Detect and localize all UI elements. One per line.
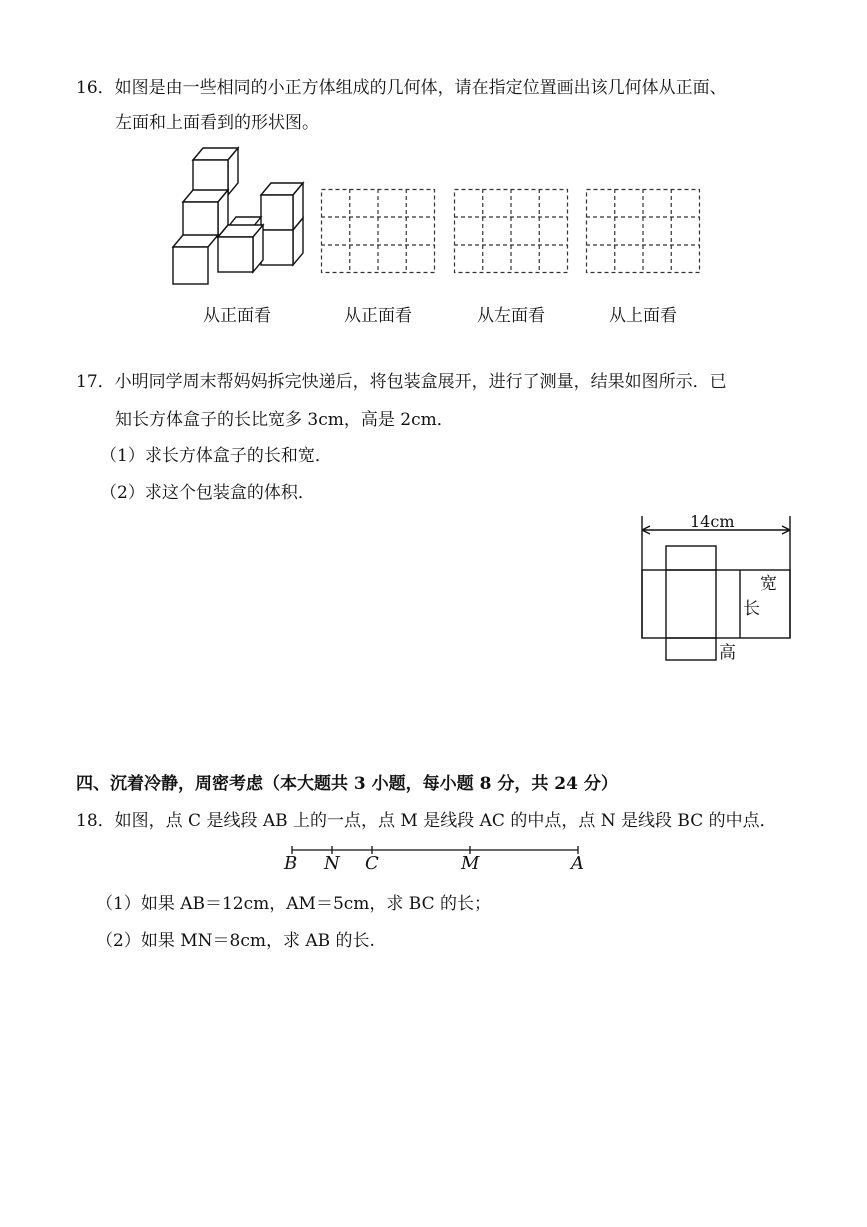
section-4-title: 四、沉着冷静，周密考虑（本大题共 3 小题，每小题 8 分，共 24 分） <box>76 774 618 794</box>
point-label-b: B <box>284 853 298 874</box>
q17-subquestion-1: （1）求长方体盒子的长和宽． <box>100 446 332 466</box>
point-label-n: N <box>324 853 340 874</box>
point-label-m: M <box>461 853 480 874</box>
q17-text-line1: 17．小明同学周末帮妈妈拆完快递后，将包装盒展开，进行了测量，结果如图所示．已 <box>76 372 727 392</box>
caption-cube-figure: 从正面看 <box>203 306 271 326</box>
box-net-kuan-label: 宽 <box>760 574 777 594</box>
q18-text-line1: 18．如图，点 C 是线段 AB 上的一点，点 M 是线段 AC 的中点，点 N 是线段 BC 的中点． <box>76 811 777 831</box>
box-net-chang-label: 长 <box>743 599 760 619</box>
q17-text-line2: 知长方体盒子的长比宽多 3cm，高是 2cm． <box>115 410 454 430</box>
box-net-width-label: 14cm <box>690 512 735 531</box>
cube-solid-figure <box>168 140 318 300</box>
caption-grid-3: 从上面看 <box>609 306 677 326</box>
q16-text-line1: 16．如图是由一些相同的小正方体组成的几何体，请在指定位置画出该几何体从正面、 <box>76 78 727 98</box>
q16-text-line2: 左面和上面看到的形状图。 <box>115 113 319 133</box>
q18-subquestion-1: （1）如果 AB＝12cm，AM＝5cm，求 BC 的长； <box>96 894 492 914</box>
point-label-a: A <box>571 853 584 874</box>
point-label-c: C <box>365 853 379 874</box>
grid-top[interactable] <box>586 189 701 274</box>
grid-front-2[interactable] <box>454 189 569 274</box>
q18-subquestion-2: （2）如果 MN＝8cm，求 AB 的长. <box>96 931 375 951</box>
grid-front-1[interactable] <box>321 189 436 274</box>
box-net-gao-label: 高 <box>719 643 736 663</box>
caption-grid-1: 从正面看 <box>344 306 412 326</box>
q17-subquestion-2: （2）求这个包装盒的体积． <box>100 483 315 503</box>
caption-grid-2: 从左面看 <box>477 306 545 326</box>
